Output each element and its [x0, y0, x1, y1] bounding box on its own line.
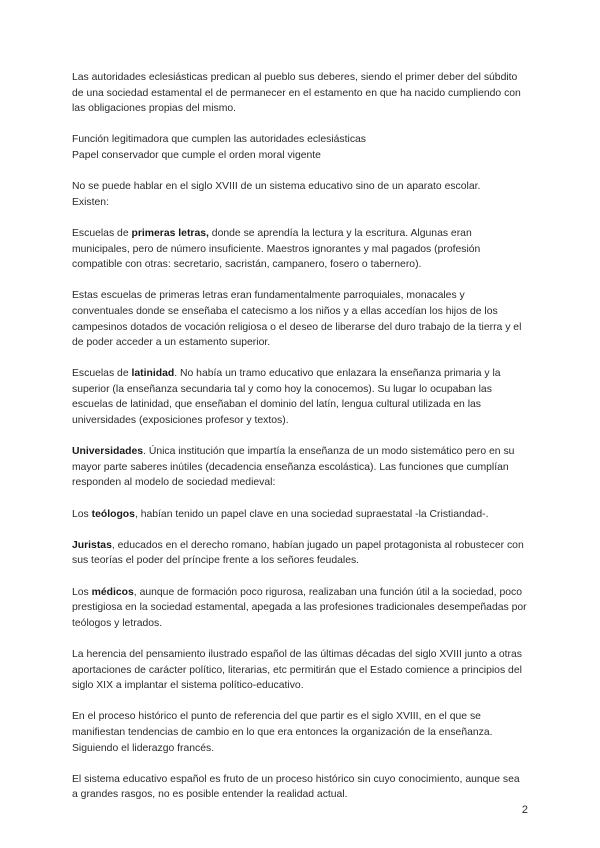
- paragraph-aparato-escolar: No se puede hablar en el siglo XVIII de un sistema educativo sino de un aparato escolar. Existen:: [72, 181, 481, 208]
- paragraph-escuelas-parroquiales: Estas escuelas de primeras letras eran fundamentalmente parroquiales, monacales y conventuales donde se enseñaba el catecismo a los niños y a ellas accedían los hijos de los campesinos dotados de vocación religiosa o el deseo de liberarse del duro trabajo de la tierra y el de poder acceder a un estamento superior.: [72, 290, 522, 349]
- paragraph-primeras-letras: Escuelas de primeras letras, donde se aprendía la lectura y la escritura. Algunas eran municipales, pero de número insuficiente. Maestros ignorantes y mal pagados (profesión compatible con otras: secretario, sacristán, campanero, fosero o tabernero).: [72, 227, 481, 271]
- paragraph-medicos: Los médicos, aunque de formación poco rigurosa, realizaban una función útil a la sociedad, poco prestigiosa en la sociedad estamental, apegada a las profesiones tradicionales desempeñadas por teólogos y letrados.: [72, 586, 527, 629]
- term-universidades: Universidades: [72, 446, 144, 458]
- term-primeras-letras: primeras letras,: [131, 227, 209, 239]
- document-body: [72, 70, 528, 819]
- paragraph-juristas: Juristas, educados en el derecho romano, habían jugado un papel protagonista al robustecer con sus teorías el poder del príncipe frente a los señores feudales.: [72, 539, 524, 567]
- term-juristas: Juristas: [72, 539, 112, 551]
- paragraph-herencia-ilustrada: La herencia del pensamiento ilustrado español de las últimas décadas del siglo XVIII junto a otras aportaciones de carácter político, literarias, etc permitirán que el Estado comience a principios del siglo XIX a implantar el sistema político-educativo.: [72, 648, 522, 692]
- paragraph-sistema-educativo: El sistema educativo español es fruto de un proceso histórico sin cuyo conocimiento, aunque sea a grandes rasgos, no es posible entender la realidad actual.: [72, 773, 520, 801]
- term-teologos: teólogos: [91, 508, 135, 520]
- paragraph-latinidad: Escuelas de latinidad. No había un tramo educativo que enlazara la enseñanza primaria y la superior (la enseñanza secundaria tal y como hoy la conocemos). Su lugar lo ocupaban las escuelas de latinidad, que enseñaban el dominio del latín, lengua cultural utilizada en las universidades (exposiciones profesor y textos).: [72, 368, 501, 427]
- term-latinidad: latinidad: [131, 368, 175, 380]
- paragraph-estamento: Las autoridades eclesiásticas predican al pueblo sus deberes, siendo el primer deber del súbdito de una sociedad estamental el de permanecer en el estamento en que ha nacido cumpliendo con las obligaciones propias del mismo.: [72, 72, 521, 115]
- page-number: 2: [521, 804, 528, 816]
- term-medicos: médicos: [91, 586, 134, 598]
- paragraph-funciones: Función legitimadora que cumplen las autoridades eclesiásticas Papel conservador que cumple el orden moral vigente: [72, 134, 366, 161]
- paragraph-teologos: Los teólogos, habían tenido un papel clave en una sociedad supraestatal -la Cristiandad-.: [72, 508, 489, 520]
- paragraph-proceso-historico: En el proceso histórico el punto de referencia del que partir es el siglo XVIII, en el que se manifiestan tendencias de cambio en lo que era entonces la organización de la enseñanza. Siguiendo el liderazgo francés.: [72, 711, 493, 754]
- paragraph-universidades: Universidades. Única institución que impartía la enseñanza de un modo sistemático pero en su mayor parte saberes inútiles (decadencia enseñanza escolástica). Las funciones que cumplían responden al modelo de sociedad medieval:: [72, 446, 515, 489]
